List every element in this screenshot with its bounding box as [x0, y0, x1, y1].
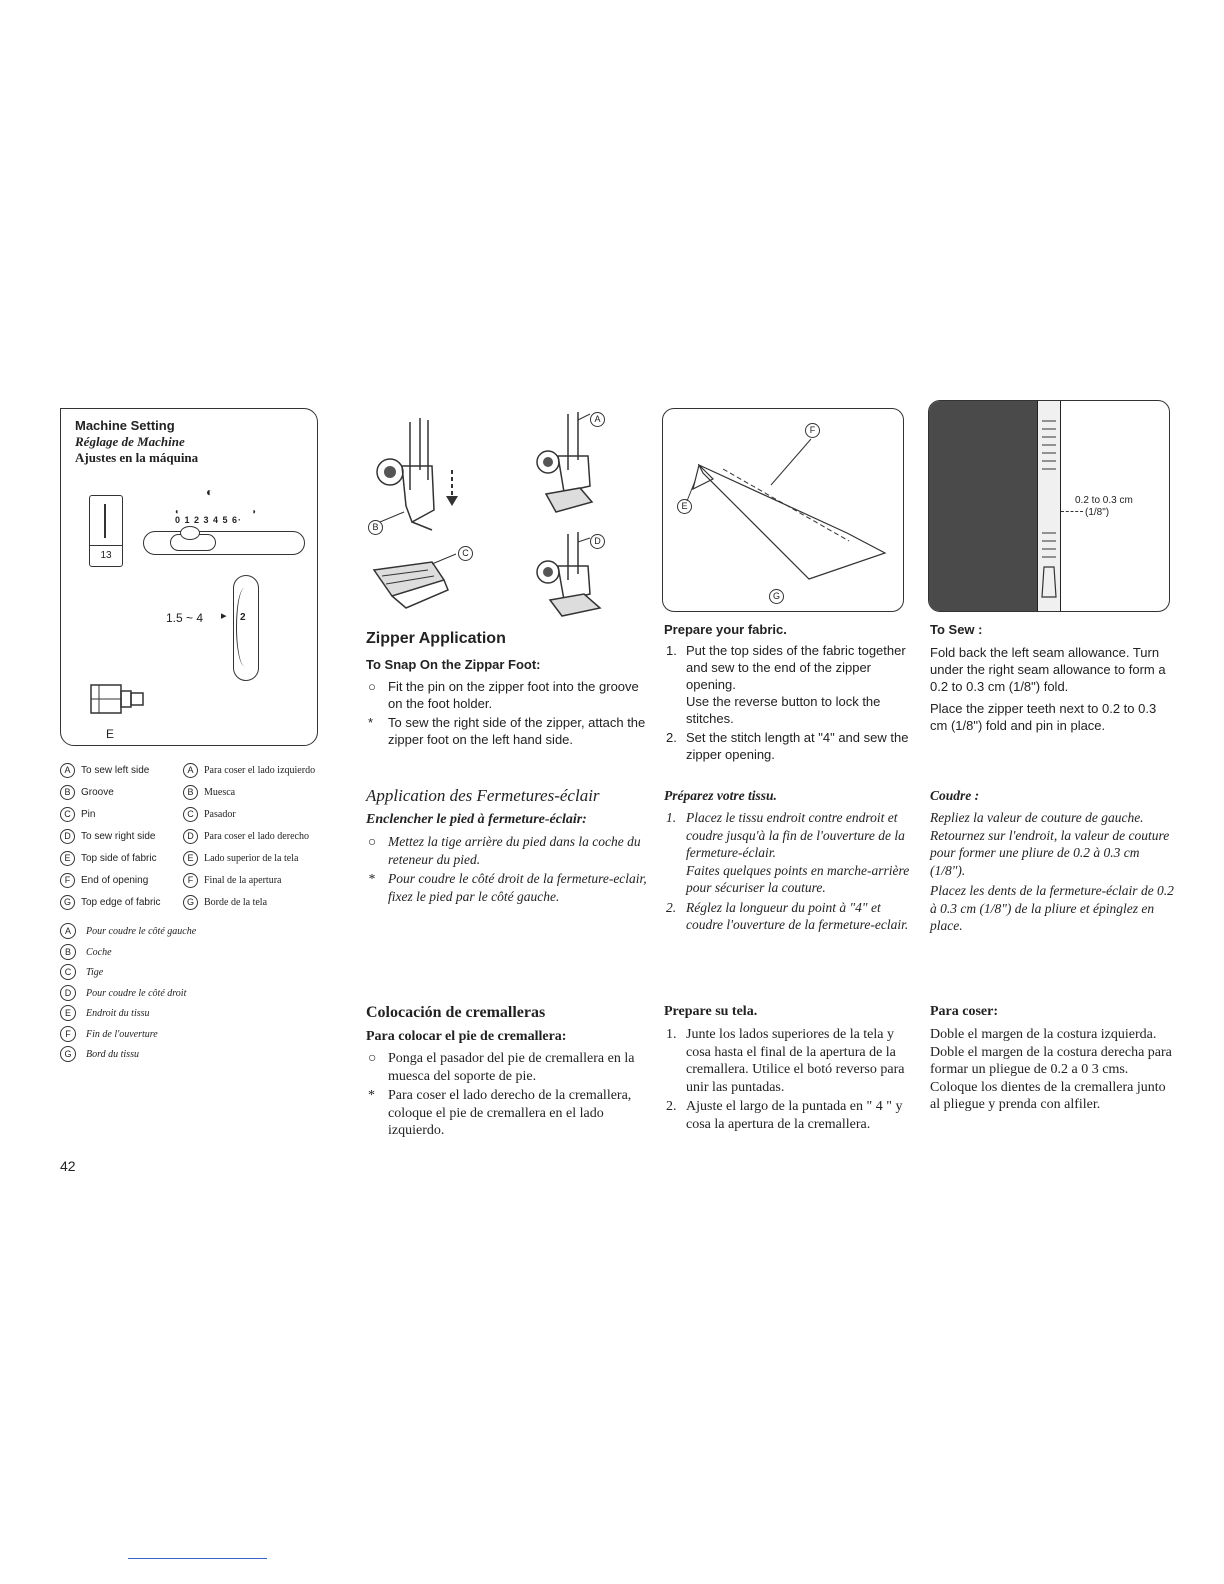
legend-es-text: Borde de la tela — [204, 897, 268, 908]
legend-letter: B — [60, 944, 76, 960]
label-f: F — [805, 423, 820, 438]
legend-letter: C — [183, 807, 198, 822]
zipper-steps-fr — [366, 833, 650, 905]
machine-setting-title-fr: Réglage de Machine — [75, 434, 185, 449]
to-sew-paragraph: Repliez la valeur de couture de gauche. — [930, 810, 1144, 825]
prepare-heading-fr: Préparez votre tissu. — [664, 788, 777, 803]
legend-es-text: Final de la apertura — [204, 875, 282, 886]
machine-setting-title-en: Machine Setting — [75, 418, 175, 433]
prepare-fabric-es — [664, 1004, 910, 1135]
legend-letter: G — [183, 895, 198, 910]
legend-row — [60, 943, 300, 964]
legend-letter: A — [60, 923, 76, 939]
legend-row — [60, 1025, 300, 1046]
list-item: 1. Put the top sides of the fabric together and sew to the end of the zipper opening. Use the reverse button to lock the stitches. — [666, 643, 906, 726]
legend-letter: B — [60, 785, 75, 800]
list-item: 1. Junte los lados superiores de la tela y cosa hasta el final de la apertura de la cremallera. Utilice el botó reverso para unir las puntadas. — [666, 1027, 905, 1095]
legend-letter: E — [60, 1005, 76, 1021]
legend-row — [60, 1045, 300, 1066]
prepare-fabric-en — [664, 622, 910, 765]
foot-letter: E — [106, 727, 115, 741]
legend-es-text: Lado superior de la tela — [204, 853, 299, 864]
legend-fr-text: Tige — [86, 967, 104, 978]
foot-holder-figure — [362, 410, 482, 560]
legend-en-text: Pin — [81, 809, 96, 820]
prepare-steps-fr — [664, 809, 910, 934]
list-item: ○ Ponga el pasador del pie de cremallera en la muesca del soporte de pie. — [368, 1051, 635, 1084]
prepare-heading-es: Prepare su tela. — [664, 1004, 758, 1019]
legend-row — [60, 826, 360, 848]
prepare-heading-en: Prepare your fabric. — [664, 622, 787, 637]
legend-fr-text: Pour coudre le côté gauche — [86, 926, 197, 937]
needle-position-icon: ◐ — [206, 485, 214, 499]
prepare-fabric-fr — [664, 788, 910, 936]
measure-text: 0.2 to 0.3 cm — [1075, 495, 1133, 506]
list-item: 2. Ajuste el largo de la puntada en " 4 " y cosa la apertura de la cremallera. — [666, 1099, 903, 1132]
legend-letter: C — [60, 807, 75, 822]
legend-fr-text: Endroit du tissu — [86, 1008, 150, 1019]
legend-row — [60, 848, 360, 870]
legend-letter: D — [60, 985, 76, 1001]
list-item: 2. Réglez la longueur du point à "4" et coudre l'ouverture de la fermeture-eclair. — [666, 899, 909, 932]
stitch-length-dial-icon — [233, 575, 259, 681]
legend-fr — [60, 922, 300, 1066]
zipper-heading-fr: Application des Fermetures-éclair — [366, 786, 600, 805]
legend-letter: A — [60, 763, 75, 778]
legend-fr-text: Bord du tissu — [86, 1049, 139, 1060]
legend-row — [60, 984, 300, 1005]
list-item: * Para coser el lado derecho de la cremallera, coloque el pie de cremallera en el lado izquierdo. — [368, 1088, 632, 1138]
pattern-selector-icon — [89, 495, 123, 567]
legend-row — [60, 892, 360, 914]
prepare-steps-en — [664, 642, 910, 763]
legend-letter: G — [60, 1046, 76, 1062]
left-needle-icon: ◐ — [175, 507, 180, 516]
page-number: 42 — [60, 1158, 76, 1174]
legend-letter: E — [60, 851, 75, 866]
footer-rule — [128, 1558, 267, 1559]
zipper-application-fr — [366, 786, 650, 907]
to-sew-paragraph: Doble el margen de la costura derecha para formar un pliegue de 0.2 a 0 3 cms. — [930, 1044, 1172, 1077]
zipper-foot-icon — [89, 681, 147, 719]
label-d: D — [590, 534, 605, 549]
label-g: G — [769, 589, 784, 604]
legend-row — [60, 1004, 300, 1025]
list-item: * Pour coudre le côté droit de la fermeture-eclair, fixez le pied par le côté gauche. — [368, 871, 647, 904]
left-side-foot-figure — [520, 410, 620, 520]
legend-letter: C — [60, 964, 76, 980]
legend-en-text: To sew right side — [81, 831, 156, 842]
legend-letter: F — [60, 873, 75, 888]
to-sew-paragraph: Placez les dents de la fermeture-éclair de 0.2 à 0.3 cm (1/8") de la pliure et épinglez en place. — [930, 883, 1174, 933]
stitch-width-numbers: 0 1 2 3 4 5 6· — [175, 515, 243, 525]
legend-letter: D — [183, 829, 198, 844]
legend-fr-text: Coche — [86, 946, 112, 958]
right-needle-icon: ◑ — [251, 507, 256, 516]
legend-en-text: Top side of fabric — [81, 853, 157, 864]
legend-en-text: Groove — [81, 787, 114, 798]
legend-es-text: Para coser el lado derecho — [204, 831, 309, 842]
legend-row — [60, 782, 360, 804]
prepare-steps-es — [664, 1026, 910, 1133]
legend-row — [60, 804, 360, 826]
legend-en-text: End of opening — [81, 875, 149, 886]
zipper-teeth — [1037, 401, 1061, 612]
legend-letter: B — [183, 785, 198, 800]
to-sew-en — [930, 622, 1176, 734]
to-sew-paragraph: Doble el margen de la costura izquierda. — [930, 1027, 1157, 1042]
to-sew-paragraph: Place the zipper teeth next to 0.2 to 0.3 cm (1/8") fold and pin in place. — [930, 701, 1157, 733]
zipper-fold-figure — [928, 400, 1170, 612]
legend-letter: D — [60, 829, 75, 844]
fabric-texture — [929, 401, 1037, 612]
label-e: E — [677, 499, 692, 514]
to-sew-heading-fr: Coudre : — [930, 788, 980, 803]
legend-fr-text: Pour coudre le côté droit — [86, 987, 187, 999]
legend-row — [60, 963, 300, 984]
list-item: ○ Mettez la tige arrière du pied dans la coche du reteneur du pied. — [368, 834, 641, 867]
legend-letter: F — [60, 1026, 76, 1042]
pattern-number: 13 — [90, 545, 122, 566]
zipper-subheading-es: Para colocar el pie de cremallera: — [366, 1029, 567, 1044]
list-item: 1. Placez le tissu endroit contre endroit et coudre jusqu'à la fin de l'ouverture de la fermeture-éclair. Faites quelques points en marche-arrière pour sécuriser la couture. — [666, 810, 910, 895]
legend-fr-text: Fin de l'ouverture — [86, 1028, 158, 1040]
stitch-width-slider — [143, 531, 305, 555]
legend-letter: F — [183, 873, 198, 888]
stitch-length-mark: 2 — [240, 612, 246, 623]
legend-letter: E — [183, 851, 198, 866]
fabric-figure — [662, 408, 904, 612]
right-side-foot-figure — [520, 530, 620, 620]
legend-letter: G — [60, 895, 75, 910]
to-sew-es — [930, 1004, 1174, 1114]
list-item: * To sew the right side of the zipper, attach the zipper foot on the left hand side. — [368, 715, 646, 747]
zipper-heading-es: Colocación de cremalleras — [366, 1004, 546, 1021]
zipper-foot-figure — [362, 540, 492, 620]
measure-inch-text: (1/8") — [1085, 507, 1110, 518]
to-sew-heading-en: To Sew : — [930, 622, 983, 637]
legend-en-text: Top edge of fabric — [81, 897, 161, 908]
zipper-application-en — [366, 630, 650, 750]
zipper-subheading-en: To Snap On the Zippar Foot: — [366, 657, 541, 672]
machine-setting-title-es: Ajustes en la máquina — [75, 450, 199, 465]
legend-row — [60, 922, 300, 943]
legend-row — [60, 760, 360, 782]
measure-line — [1061, 511, 1083, 512]
zipper-steps-es — [366, 1050, 650, 1140]
zipper-steps-en — [366, 678, 650, 748]
legend-es-text: Pasador — [204, 809, 236, 820]
zipper-subheading-fr: Enclencher le pied à fermeture-éclair: — [366, 812, 587, 827]
to-sew-paragraph: Fold back the left seam allowance. Turn under the right seam allowance to form a 0.2 to 0.3 cm (1/8") fold. — [930, 645, 1166, 694]
label-c: C — [458, 546, 473, 561]
machine-setting-panel — [60, 408, 318, 746]
legend-en-es — [60, 760, 360, 914]
legend-row — [60, 870, 360, 892]
legend-en-text: To sew left side — [81, 765, 150, 776]
zipper-heading-en: Zipper Application — [366, 630, 506, 647]
legend-es-text: Para coser el lado izquierdo — [204, 765, 316, 776]
list-item: ○ Fit the pin on the zipper foot into the groove on the foot holder. — [368, 679, 639, 711]
label-b: B — [368, 520, 383, 535]
stitch-length-range: 1.5 ~ 4 — [166, 611, 204, 625]
legend-es-text: Muesca — [204, 787, 236, 798]
legend-letter: A — [183, 763, 198, 778]
arrow-right-icon: ▸ — [221, 610, 227, 622]
to-sew-paragraph: Retournez sur l'endroit, la valeur de couture pour former une pliure de 0.2 à 0.3 cm (1/8"). — [930, 827, 1170, 878]
to-sew-fr — [930, 788, 1176, 935]
zipper-application-es — [366, 1004, 650, 1142]
to-sew-paragraph: Coloque los dientes de la cremallera junto al pliegue y prenda con alfiler. — [930, 1079, 1166, 1112]
list-item: 2. Set the stitch length at "4" and sew the zipper opening. — [666, 730, 909, 762]
to-sew-heading-es: Para coser: — [930, 1004, 999, 1019]
label-a: A — [590, 412, 605, 427]
